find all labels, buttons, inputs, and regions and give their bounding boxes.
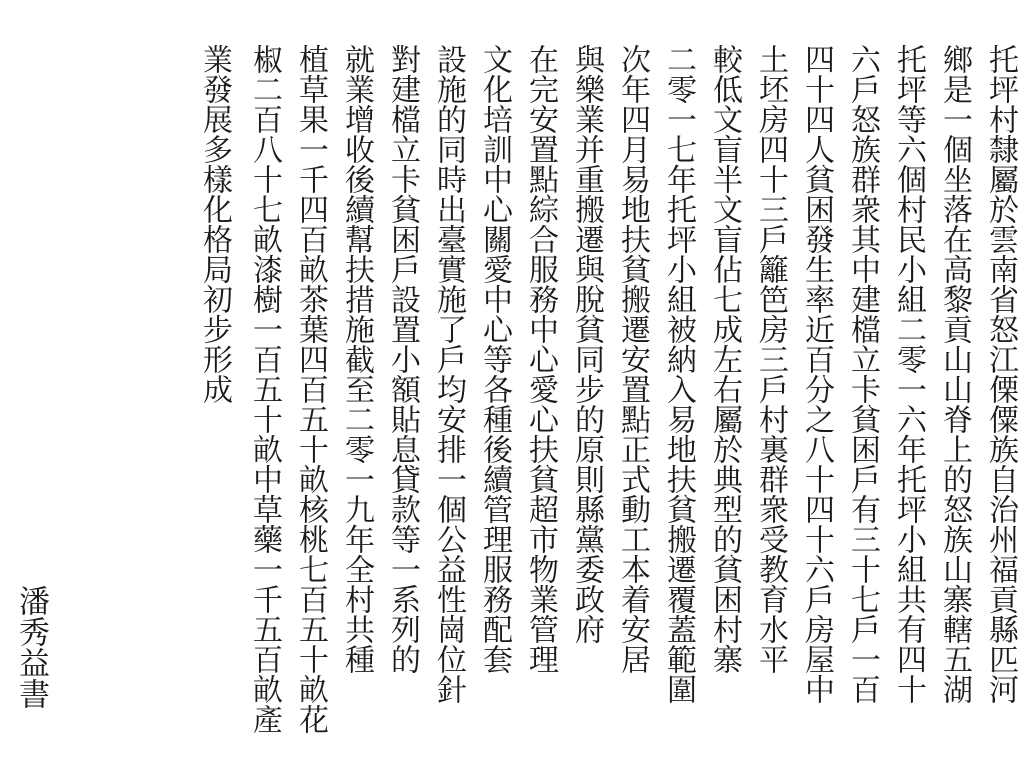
- text-column-16: 植草果一千四百畝茶葉四百五十畝核桃七百五十畝花: [293, 44, 328, 734]
- text-column-3: 托坪等六個村民小組二零一六年托坪小組共有四十: [891, 44, 926, 704]
- text-column-14: 對建檔立卡貧困戶設置小額貼息貸款等一系列的: [385, 44, 420, 674]
- text-column-15: 就業增收後續幫扶措施截至二零一九年全村共種: [339, 44, 374, 674]
- text-column-1: 托坪村隸屬於雲南省怒江傈僳族自治州福貢縣匹河: [983, 44, 1018, 704]
- text-column-17: 椒二百八十七畝漆樹一百五十畝中草藥一千五百畝產: [247, 44, 282, 734]
- text-column-10: 與樂業并重搬遷與脫貧同步的原則縣黨委政府: [569, 44, 604, 644]
- text-column-6: 土坯房四十三戶籬笆房三戶村裏群衆受教育水平: [753, 44, 788, 674]
- text-column-4: 六戶怒族群衆其中建檔立卡貧困戶有三十七戶一百: [845, 44, 880, 704]
- text-column-12: 文化培訓中心關愛中心等各種後續管理服務配套: [477, 44, 512, 674]
- text-column-8: 二零一七年托坪小組被納入易地扶貧搬遷覆蓋範圍: [661, 44, 696, 704]
- text-column-13: 設施的同時出臺實施了戶均安排一個公益性崗位針: [431, 44, 466, 704]
- text-column-9: 次年四月易地扶貧搬遷安置點正式動工本着安居: [615, 44, 650, 674]
- text-column-5: 四十四人貧困發生率近百分之八十四十六戶房屋中: [799, 44, 834, 704]
- text-column-11: 在完安置點綜合服務中心愛心扶貧超市物業管理: [523, 44, 558, 674]
- calligrapher-signature: 潘秀益書: [13, 585, 49, 709]
- text-column-7: 較低文盲半文盲佔七成左右屬於典型的貧困村寨: [707, 44, 742, 674]
- text-column-18: 業發展多樣化格局初步形成: [197, 44, 232, 404]
- text-column-2: 鄉是一個坐落在高黎貢山山脊上的怒族山寨轄五湖: [937, 44, 972, 704]
